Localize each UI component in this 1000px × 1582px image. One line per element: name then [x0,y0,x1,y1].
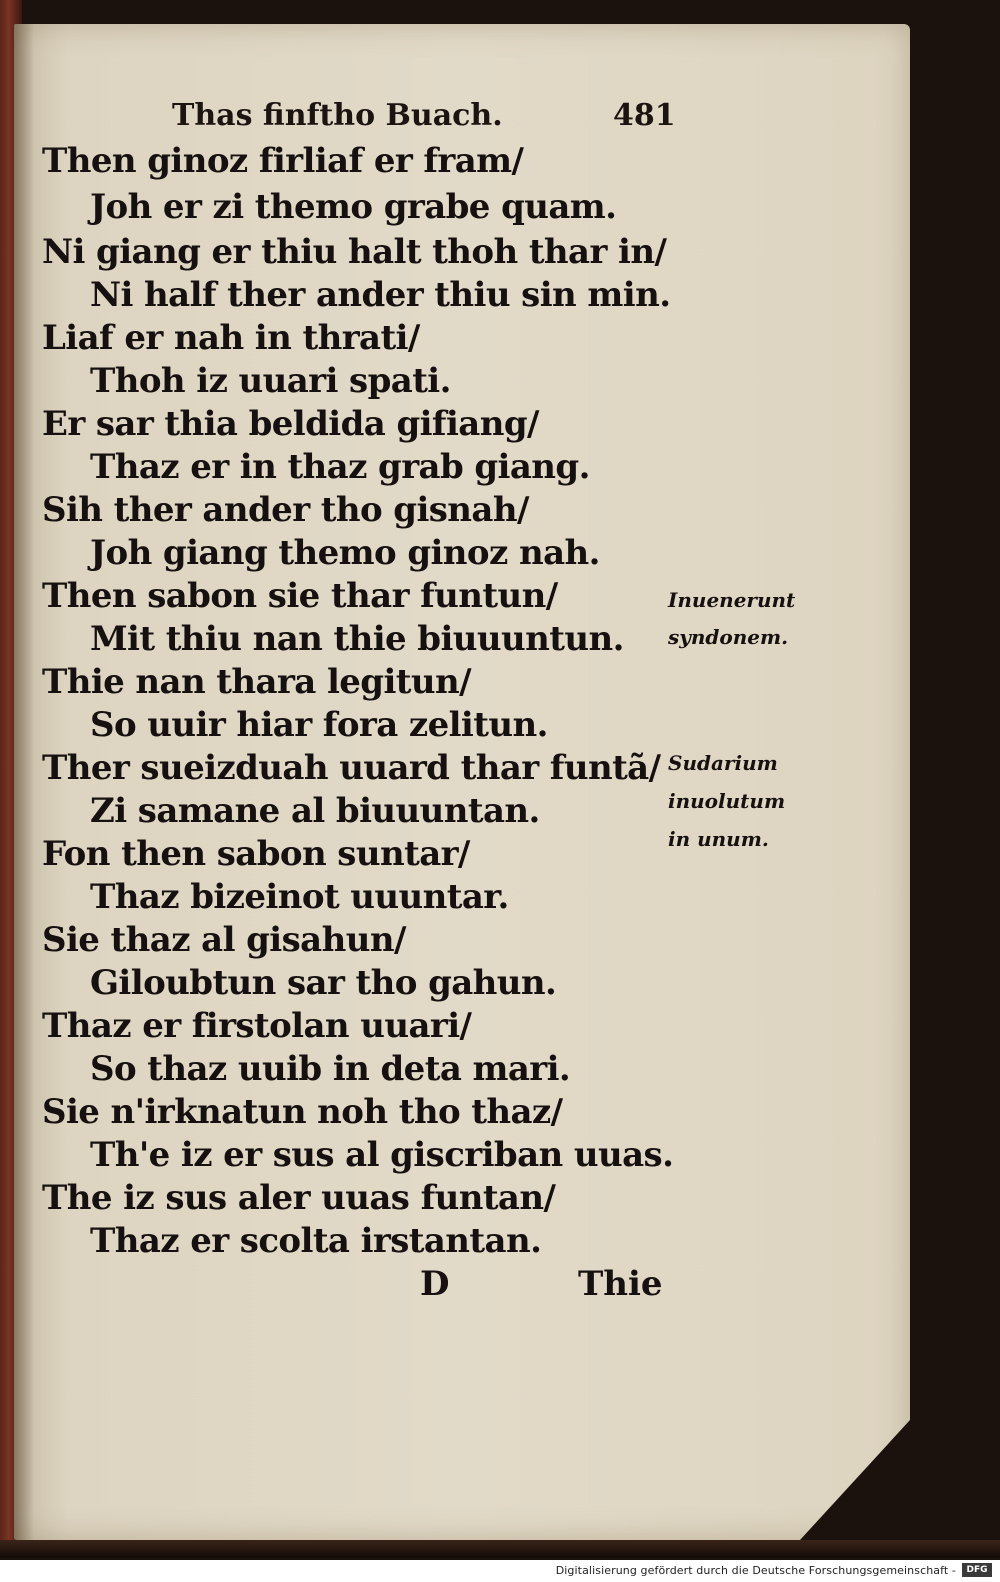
page-number: 481 [613,98,676,133]
verse-line: Ther sueizduah uuard thar funtã/ [42,748,661,788]
verse-line: Sih ther ander tho gisnah/ [42,490,529,530]
verse-line: Giloubtun sar tho gahun. [90,963,557,1003]
marginal-gloss: syndonem. [668,625,789,649]
verse-line: Thaz er firstolan uuari/ [42,1006,472,1046]
verse-line: Ni half ther ander thiu sin min. [90,275,671,315]
verse-line: Thie nan thara legitun/ [42,662,471,702]
verse-line: So uuir hiar fora zelitun. [90,705,548,745]
funding-notice: Digitalisierung gefördert durch die Deutsche Forschungsgemeinschaft - [555,1564,956,1577]
page-fold-shadow [14,24,34,1540]
verse-line: Mit thiu nan thie biuuuntun. [90,619,624,659]
marginal-gloss: in unum. [668,827,769,851]
marginal-gloss: Inuenerunt [668,588,796,612]
verse-line: Thaz bizeinot uuuntar. [90,877,509,917]
verse-line: Joh giang themo ginoz nah. [90,533,600,573]
verse-line: Then sabon sie thar funtun/ [42,576,558,616]
marginal-gloss: Sudarium [668,751,778,775]
verse-line: Joh er zi themo grabe quam. [90,187,617,227]
verse-line: The iz sus aler uuas funtan/ [42,1178,556,1218]
book-bottom-edge [0,1540,1000,1558]
dfg-logo: DFG [962,1563,992,1577]
verse-line: Thoh iz uuari spati. [90,361,451,401]
verse-line: Thaz er scolta irstantan. [90,1221,542,1261]
running-head: Thas finftho Buach. [172,98,503,133]
verse-line: Sie thaz al gisahun/ [42,920,406,960]
footer-bar [0,1560,1000,1582]
verse-line: Then ginoz firliaf er fram/ [42,141,524,181]
signature-mark: D [420,1264,450,1304]
verse-line: So thaz uuib in deta mari. [90,1049,571,1089]
verse-line: Thaz er in thaz grab giang. [90,447,590,487]
verse-line: Er sar thia beldida gifiang/ [42,404,539,444]
verse-line: Liaf er nah in thrati/ [42,318,420,358]
torn-corner [800,1420,910,1540]
verse-line: Ni giang er thiu halt thoh thar in/ [42,232,667,272]
marginal-gloss: inuolutum [668,789,786,813]
verse-line: Zi samane al biuuuntan. [90,791,540,831]
verse-line: Fon then sabon suntar/ [42,834,470,874]
verse-line: Th'e iz er sus al giscriban uuas. [90,1135,674,1175]
verse-line: Sie n'irknatun noh tho thaz/ [42,1092,563,1132]
catchword: Thie [578,1264,663,1304]
